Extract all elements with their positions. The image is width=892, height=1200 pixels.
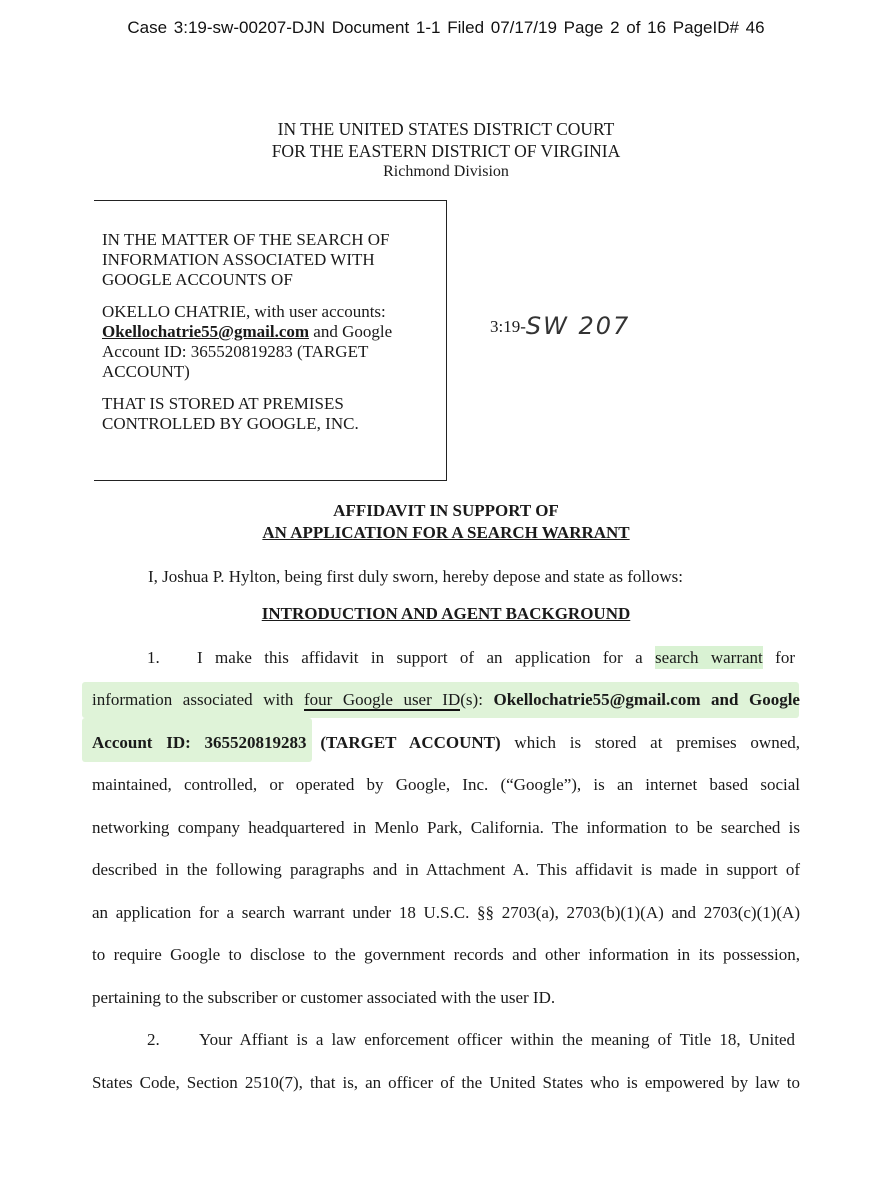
court-division: Richmond Division [383, 163, 509, 180]
court-heading [0, 118, 892, 182]
para2-number: 2. [147, 1030, 160, 1049]
caption-accounts-intro: OKELLO CHATRIE, with user accounts: [102, 302, 386, 321]
para1-highlight-search-warrant: search warrant [655, 648, 763, 667]
depose-statement: I, Joshua P. Hylton, being first duly sworn, hereby depose and state as follows: [148, 567, 683, 586]
para1-l1-end: for [762, 648, 796, 667]
affidavit-title-line2: AN APPLICATION FOR A SEARCH WARRANT [262, 523, 630, 542]
court-district: FOR THE EASTERN DISTRICT OF VIRGINIA [271, 141, 621, 161]
para1-l2-mid: (s): [460, 690, 494, 709]
para1-line3 [92, 733, 800, 753]
para1-line8: to require Google to disclose to the government records and other information in its possession, [92, 945, 800, 964]
court-name: IN THE UNITED STATES DISTRICT COURT [277, 119, 615, 139]
para1-line5: networking company headquartered in Menlo Park, California. The information to be searched is [92, 818, 800, 837]
para1-target-email: Okellochatrie55@gmail.com and Google [493, 690, 800, 709]
para1-l2-text: information associated with [92, 690, 304, 709]
para1-line2 [92, 690, 800, 710]
para1-line6: described in the following paragraphs and in Attachment A. This affidavit is made in support of [92, 860, 800, 879]
para1-target-id: Account ID: 365520819283 [92, 733, 307, 752]
caption-account-id: and Google Account ID: 365520819283 (TARGET ACCOUNT) [102, 322, 393, 381]
para2-line2: States Code, Section 2510(7), that is, an officer of the United States who is empowered by law to [92, 1073, 800, 1092]
affidavit-title [0, 500, 892, 544]
caption-box [94, 200, 447, 481]
caption-email: Okellochatrie55@gmail.com [102, 322, 310, 341]
para1-target-account: (TARGET ACCOUNT) [306, 733, 501, 752]
affidavit-title-line1: AFFIDAVIT IN SUPPORT OF [333, 501, 559, 520]
para1-number: 1. [147, 648, 160, 667]
case-number-prefix: 3:19- [490, 317, 526, 336]
para1-l1-text: I make this affidavit in support of an application for a [197, 648, 656, 667]
para1-line4: maintained, controlled, or operated by Google, Inc. (“Google”), is an internet based social [92, 775, 800, 794]
para2-l1-text: Your Affiant is a law enforcement officer within the meaning of Title 18, United [199, 1030, 795, 1049]
case-number [490, 312, 630, 340]
caption-matter: IN THE MATTER OF THE SEARCH OF INFORMATION ASSOCIATED WITH GOOGLE ACCOUNTS OF [102, 230, 390, 289]
caption-premises: THAT IS STORED AT PREMISES CONTROLLED BY GOOGLE, INC. [102, 394, 359, 433]
para1-line7: an application for a search warrant under 18 U.S.C. §§ 2703(a), 2703(b)(1)(A) and 2703(c)(1)(A) [92, 903, 800, 922]
para1-line9: pertaining to the subscriber or customer associated with the user ID. [92, 988, 556, 1007]
case-number-handwritten: SW 207 [525, 312, 631, 340]
case-header: Case 3:19-sw-00207-DJN Document 1-1 Filed 07/17/19 Page 2 of 16 PageID# 46 [127, 18, 765, 37]
para1-line1 [147, 648, 795, 668]
para1-underline-user-ids: four Google user ID [303, 690, 461, 709]
para1-l3-end: which is stored at premises owned, [500, 733, 800, 752]
caption-accounts [102, 302, 432, 382]
caption-top-rule [94, 200, 446, 201]
caption-text [102, 230, 432, 446]
para2-line1 [147, 1030, 795, 1050]
section-heading: INTRODUCTION AND AGENT BACKGROUND [261, 604, 631, 623]
